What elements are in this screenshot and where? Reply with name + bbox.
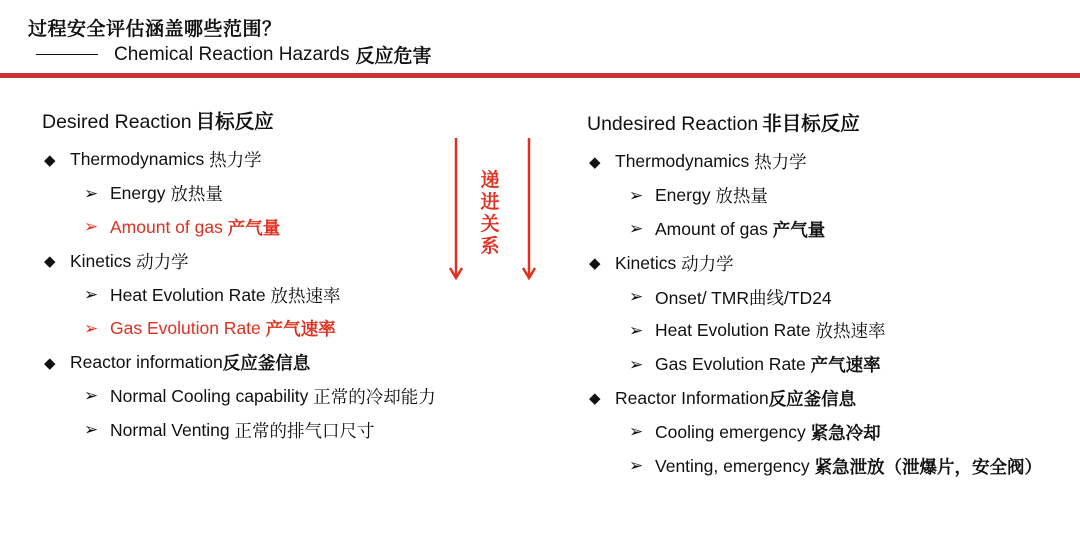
item-en: Kinetics (70, 250, 132, 271)
item-en: Energy (110, 183, 166, 204)
arrow-bullet-icon: ➢ (84, 285, 99, 305)
list-item (42, 177, 462, 211)
item-en: Gas Evolution Rate (655, 354, 806, 375)
list-item-highlighted (42, 312, 462, 346)
list-item (587, 415, 1067, 449)
diamond-bullet-icon: ◆ (44, 354, 56, 372)
item-cn: 产气量 (227, 217, 281, 238)
arrow-bullet-icon: ➢ (84, 386, 99, 406)
item-en: Venting, emergency (655, 455, 810, 476)
item-en: Amount of gas (110, 216, 223, 237)
header-divider (0, 73, 1080, 78)
diamond-bullet-icon: ◆ (589, 390, 601, 408)
list-item (587, 382, 1067, 416)
down-arrow-icon (448, 138, 464, 283)
label-char: 进 (480, 192, 500, 213)
item-cn: 产气量 (772, 219, 826, 240)
item-en: Onset/ TMR曲线/TD24 (655, 287, 832, 308)
arrow-bullet-icon: ➢ (629, 456, 644, 476)
item-en: Normal Venting (110, 419, 230, 440)
list-item (587, 280, 1067, 314)
list-item (42, 278, 462, 312)
list-item (587, 348, 1067, 382)
item-cn: 动力学 (681, 253, 734, 274)
label-char: 递 (480, 170, 500, 191)
diamond-bullet-icon: ◆ (589, 255, 601, 273)
item-en: Thermodynamics (70, 149, 205, 170)
slide-title: 过程安全评估涵盖哪些范围？ (28, 19, 282, 40)
item-en: Reactor information (70, 352, 223, 373)
arrow-bullet-icon: ➢ (84, 183, 99, 203)
arrow-bullet-icon: ➢ (629, 219, 644, 239)
subtitle-en: Chemical Reaction Hazards (114, 43, 350, 65)
diamond-bullet-icon: ◆ (44, 151, 56, 169)
heading-cn: 非目标反应 (762, 113, 860, 135)
label-char: 系 (480, 236, 500, 257)
item-cn: 热力学 (754, 152, 807, 173)
heading-en: Desired Reaction (42, 111, 192, 133)
item-cn: 放热量 (715, 186, 768, 207)
item-cn: 产气速率 (810, 355, 881, 376)
arrow-bullet-icon: ➢ (84, 318, 99, 338)
desired-reaction-heading (42, 106, 462, 134)
item-en: Thermodynamics (615, 151, 750, 172)
item-en: Cooling emergency (655, 421, 806, 442)
list-item (42, 380, 462, 414)
item-en: Energy (655, 185, 711, 206)
undesired-reaction-heading (587, 108, 1067, 136)
label-char: 关 (480, 214, 500, 235)
item-cn: 放热速率 (270, 285, 341, 306)
arrow-bullet-icon: ➢ (629, 185, 644, 205)
list-item (42, 143, 462, 177)
slide-subtitle (36, 41, 432, 68)
item-cn: 放热量 (170, 184, 223, 205)
arrow-bullet-icon: ➢ (629, 354, 644, 374)
list-item (42, 244, 462, 278)
list-item (42, 413, 462, 447)
item-en: Heat Evolution Rate (110, 284, 266, 305)
progressive-relation-label (479, 170, 501, 258)
item-cn: 紧急泄放（泄爆片，安全阀） (814, 456, 1043, 477)
item-en: Heat Evolution Rate (655, 320, 811, 341)
arrow-bullet-icon: ➢ (84, 420, 99, 440)
diamond-bullet-icon: ◆ (44, 253, 56, 271)
list-item (587, 314, 1067, 348)
arrow-bullet-icon: ➢ (629, 422, 644, 442)
item-en: Reactor Information (615, 387, 769, 408)
item-en: Gas Evolution Rate (110, 318, 261, 339)
item-cn: 紧急冷却 (810, 422, 881, 443)
list-item (587, 449, 1067, 483)
item-en: Amount of gas (655, 218, 768, 239)
item-cn: 动力学 (136, 251, 189, 272)
undesired-reaction-column (587, 108, 1067, 483)
heading-cn: 目标反应 (195, 111, 274, 133)
down-arrow-icon (521, 138, 537, 283)
list-item (587, 246, 1067, 280)
heading-en: Undesired Reaction (587, 113, 759, 135)
item-en: Normal Cooling capability (110, 385, 309, 406)
item-cn: 放热速率 (815, 321, 886, 342)
subtitle-cn: 反应危害 (355, 46, 432, 67)
desired-reaction-column (42, 106, 462, 447)
item-cn: 正常的冷却能力 (313, 386, 436, 407)
item-cn: 产气速率 (265, 319, 336, 340)
subtitle-dash (36, 54, 98, 56)
item-cn: 正常的排气口尺寸 (234, 420, 375, 441)
item-cn: 反应釜信息 (222, 353, 311, 374)
list-item (587, 179, 1067, 213)
list-item (587, 145, 1067, 179)
arrow-bullet-icon: ➢ (84, 217, 99, 237)
list-item-highlighted (42, 211, 462, 245)
arrow-bullet-icon: ➢ (629, 320, 644, 340)
item-cn: 热力学 (209, 150, 262, 171)
item-en: Kinetics (615, 252, 677, 273)
list-item (42, 346, 462, 380)
item-cn: 反应釜信息 (768, 388, 857, 409)
arrow-bullet-icon: ➢ (629, 287, 644, 307)
diamond-bullet-icon: ◆ (589, 153, 601, 171)
list-item (587, 213, 1067, 247)
